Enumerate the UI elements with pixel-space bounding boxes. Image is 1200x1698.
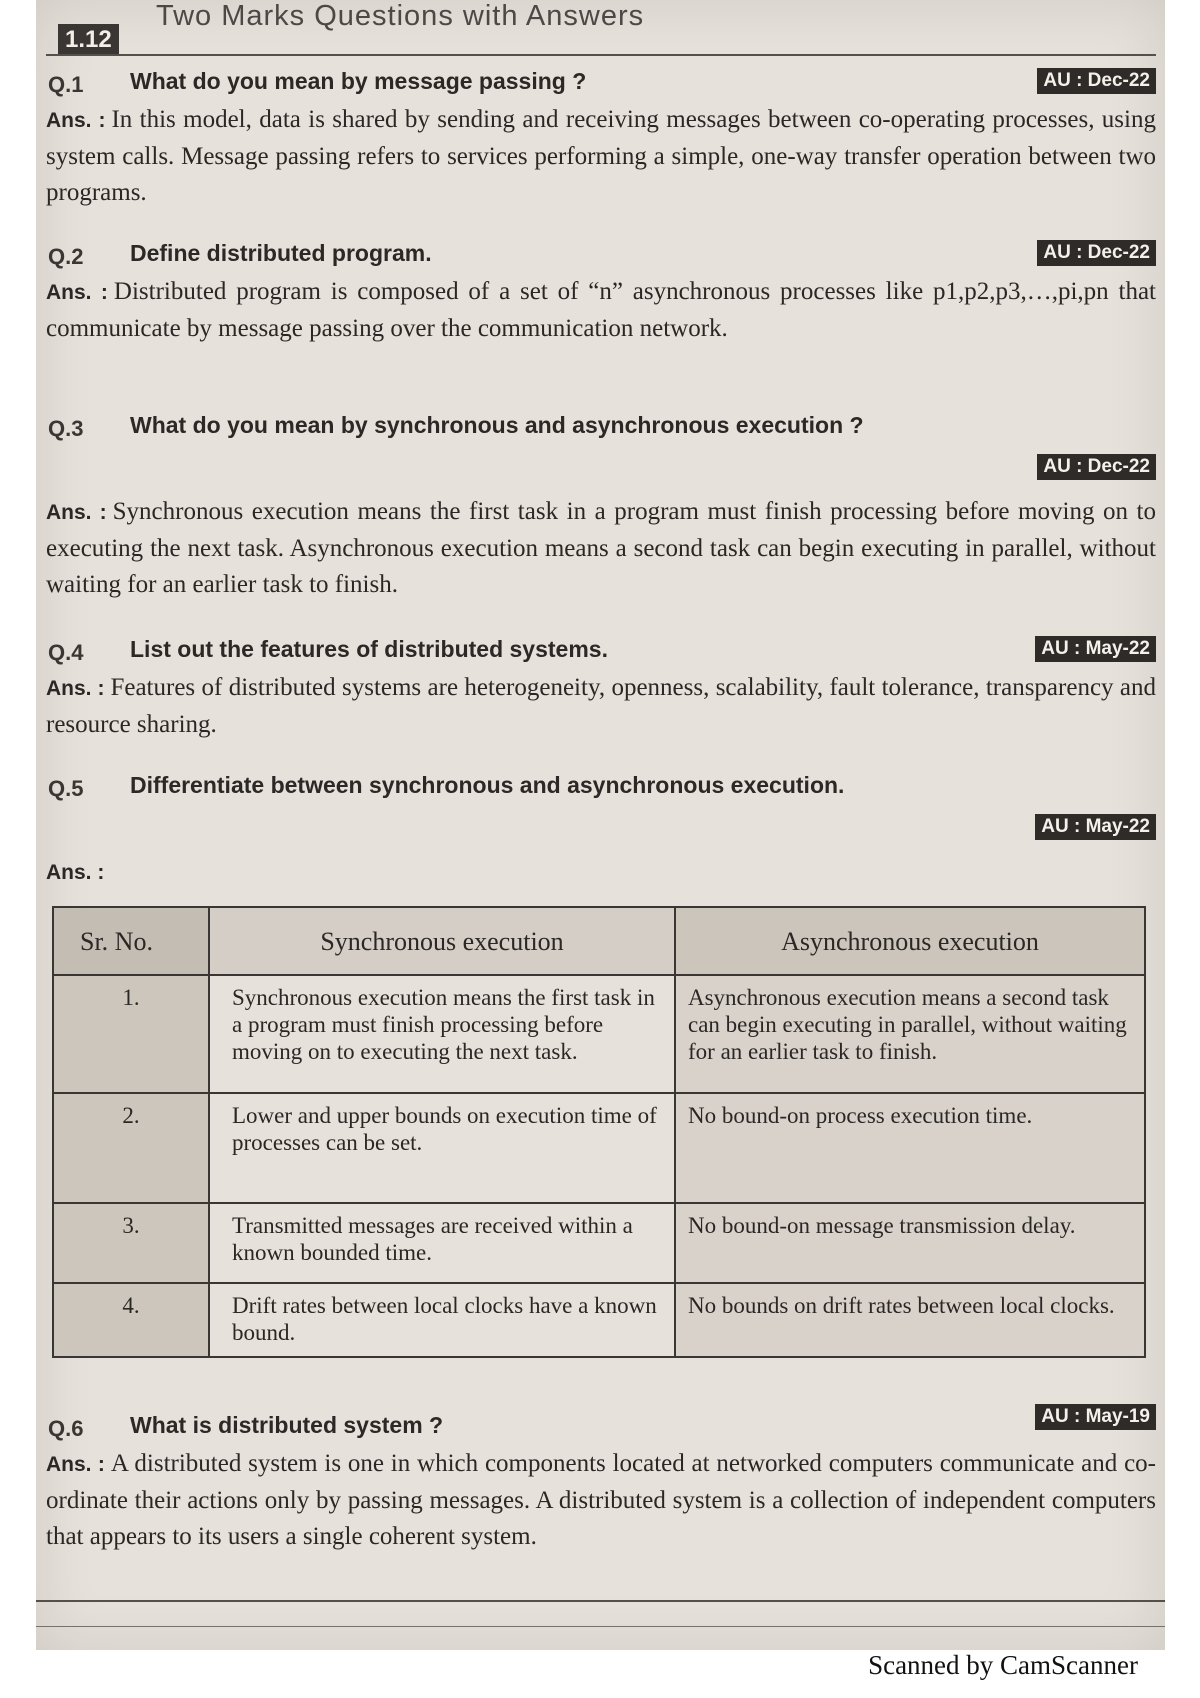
question-text: Differentiate between synchronous and asynchronous execution. [130,772,845,798]
scanner-watermark: Scanned by CamScanner [868,1650,1138,1680]
header-divider [46,54,1156,56]
answer-text: In this model, data is shared by sending and receiving messages between co-operating processes, using system calls. Message passing refers to services performing a simple, one-way transfer operation between two programs. [46,106,1156,206]
question-number: Q.1 [48,72,84,97]
question-number: Q.5 [48,776,84,801]
cell-synchronous: Drift rates between local clocks have a known bound. [209,1283,675,1357]
answer-label: Ans. : [46,861,105,884]
cell-sr-no: 4. [53,1283,209,1357]
cell-asynchronous: No bound-on message transmission delay. [675,1203,1145,1283]
exam-tag: AU : May-22 [1035,814,1156,840]
question-number: Q.6 [48,1416,84,1441]
answer-text: Distributed program is composed of a set of “n” asynchronous processes like p1,p2,p3,…,pi,pn that communicate by message passing over the communication network. [46,278,1156,342]
exam-tag: AU : Dec-22 [1037,454,1156,480]
cell-sr-no: 2. [53,1093,209,1203]
footer-divider-thin [36,1626,1165,1627]
table-row [53,975,1145,1093]
header-asynchronous: Asynchronous execution [675,907,1145,975]
header-synchronous: Synchronous execution [209,907,675,975]
question-block-1 [46,64,1156,211]
table-row [53,1283,1145,1357]
answer-label: Ans. : [46,501,107,524]
cell-synchronous: Lower and upper bounds on execution time of processes can be set. [209,1093,675,1203]
question-block-4 [46,632,1156,743]
question-block-6 [46,1408,1156,1555]
exam-tag: AU : Dec-22 [1037,68,1156,94]
section-number: 1.12 [58,24,119,56]
section-header [46,0,1156,53]
section-title: Two Marks Questions with Answers [156,0,645,32]
footer-divider [36,1600,1165,1602]
cell-asynchronous: No bounds on drift rates between local clocks. [675,1283,1145,1357]
comparison-table [52,906,1146,1358]
answer-text: A distributed system is one in which components located at networked computers communicate and co-ordinate their actions only by passing messages. A distributed system is a collection of independent computers that appears to its users a single coherent system. [46,1450,1156,1550]
cell-sr-no: 3. [53,1203,209,1283]
cell-asynchronous: Asynchronous execution means a second task can begin executing in parallel, without waiting for an earlier task to finish. [675,975,1145,1093]
question-number: Q.2 [48,244,84,269]
answer [46,274,1156,347]
question-block-3 [46,408,1156,603]
cell-synchronous: Synchronous execution means the first task in a program must finish processing before moving on to executing the next task. [209,975,675,1093]
question-text: What do you mean by synchronous and asynchronous execution ? [130,412,864,438]
cell-sr-no: 1. [53,975,209,1093]
question-block-2 [46,236,1156,347]
exam-tag: AU : Dec-22 [1037,240,1156,266]
question-text: What do you mean by message passing ? [130,68,587,94]
answer-label: Ans. : [46,109,106,132]
answer [46,102,1156,211]
answer-text: Synchronous execution means the first task in a program must finish processing before moving on to executing the next task. Asynchronous execution means a second task can begin executing in parallel, without waiting for an earlier task to finish. [46,498,1156,598]
cell-asynchronous: No bound-on process execution time. [675,1093,1145,1203]
question-text: What is distributed system ? [130,1412,444,1438]
table-header-row [53,907,1145,975]
answer-label: Ans. : [46,1453,105,1476]
answer-label: Ans. : [46,281,108,304]
answer-text: Features of distributed systems are heterogeneity, openness, scalability, fault tolerance, transparency and resource sharing. [46,674,1156,738]
question-number: Q.4 [48,640,84,665]
exam-tag: AU : May-22 [1035,636,1156,662]
answer [46,494,1156,603]
header-sr-no: Sr. No. [53,907,209,975]
answer [46,1446,1156,1555]
exam-tag: AU : May-19 [1035,1404,1156,1430]
scanned-page [36,0,1165,1650]
table-row [53,1093,1145,1203]
cell-synchronous: Transmitted messages are received within a known bounded time. [209,1203,675,1283]
answer [46,670,1156,743]
answer-label: Ans. : [46,677,105,700]
question-block-5 [46,768,1156,891]
question-number: Q.3 [48,416,84,441]
question-text: Define distributed program. [130,240,432,266]
table-row [53,1203,1145,1283]
answer [46,854,1156,891]
question-text: List out the features of distributed systems. [130,636,608,662]
